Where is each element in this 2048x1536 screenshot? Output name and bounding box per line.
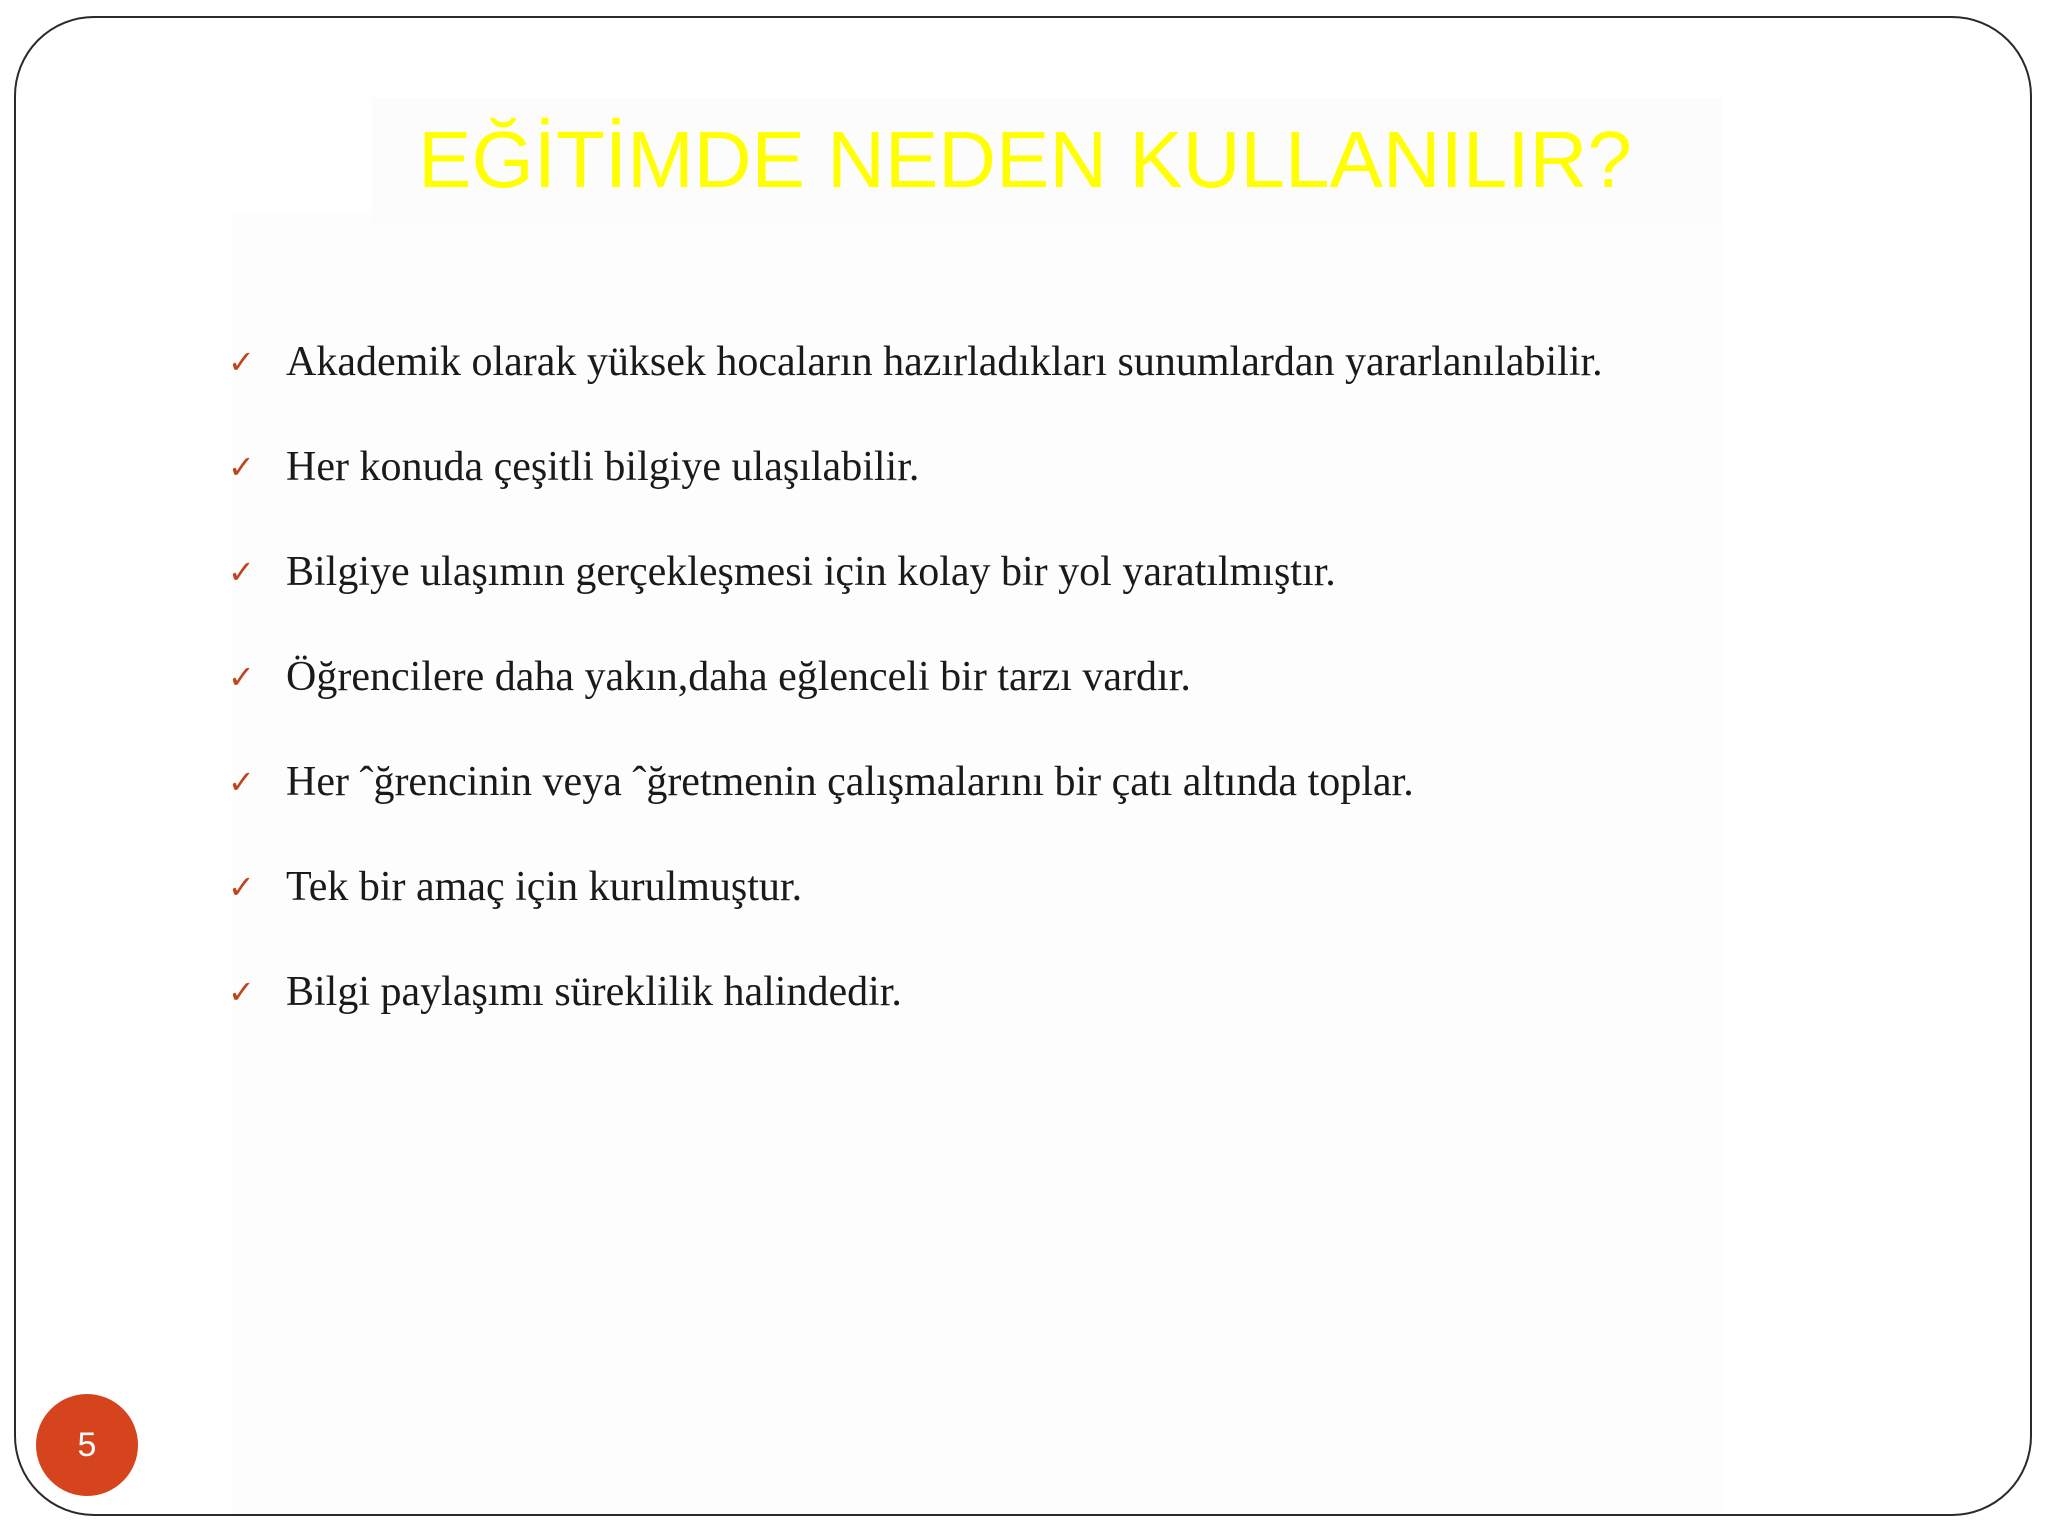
bullet-text: Akademik olarak yüksek hocaların hazırladıkları sunumlardan yararlanılabilir. (286, 339, 1603, 385)
slide-title: EĞİTİMDE NEDEN KULLANILIR? (418, 115, 1632, 204)
bullet-list (228, 330, 1603, 1065)
checkmark-icon: ✓ (228, 343, 255, 381)
bullet-item (228, 540, 1603, 645)
bullet-item (228, 330, 1603, 435)
checkmark-icon: ✓ (228, 763, 255, 801)
checkmark-icon: ✓ (228, 658, 255, 696)
slide (14, 16, 2032, 1516)
page-number-badge: 5 (36, 1394, 138, 1496)
checkmark-icon: ✓ (228, 868, 255, 906)
bullet-text: Bilgi paylaşımı süreklilik halindedir. (286, 969, 902, 1015)
checkmark-icon: ✓ (228, 448, 255, 486)
bullet-text: Her konuda çeşitli bilgiye ulaşılabilir. (286, 444, 920, 490)
bullet-text: Öğrencilere daha yakın,daha eğlenceli bir tarzı vardır. (286, 654, 1191, 700)
bullet-item (228, 435, 1603, 540)
bullet-item (228, 960, 1603, 1065)
bullet-item (228, 645, 1603, 750)
bullet-text: Her ˆğrencinin veya ˆğretmenin çalışmalarını bir çatı altında toplar. (286, 759, 1414, 805)
bullet-item (228, 750, 1603, 855)
bullet-text: Tek bir amaç için kurulmuştur. (286, 864, 803, 910)
bullet-item (228, 855, 1603, 960)
checkmark-icon: ✓ (228, 973, 255, 1011)
checkmark-icon: ✓ (228, 553, 255, 591)
bullet-text: Bilgiye ulaşımın gerçekleşmesi için kolay bir yol yaratılmıştır. (286, 549, 1336, 595)
